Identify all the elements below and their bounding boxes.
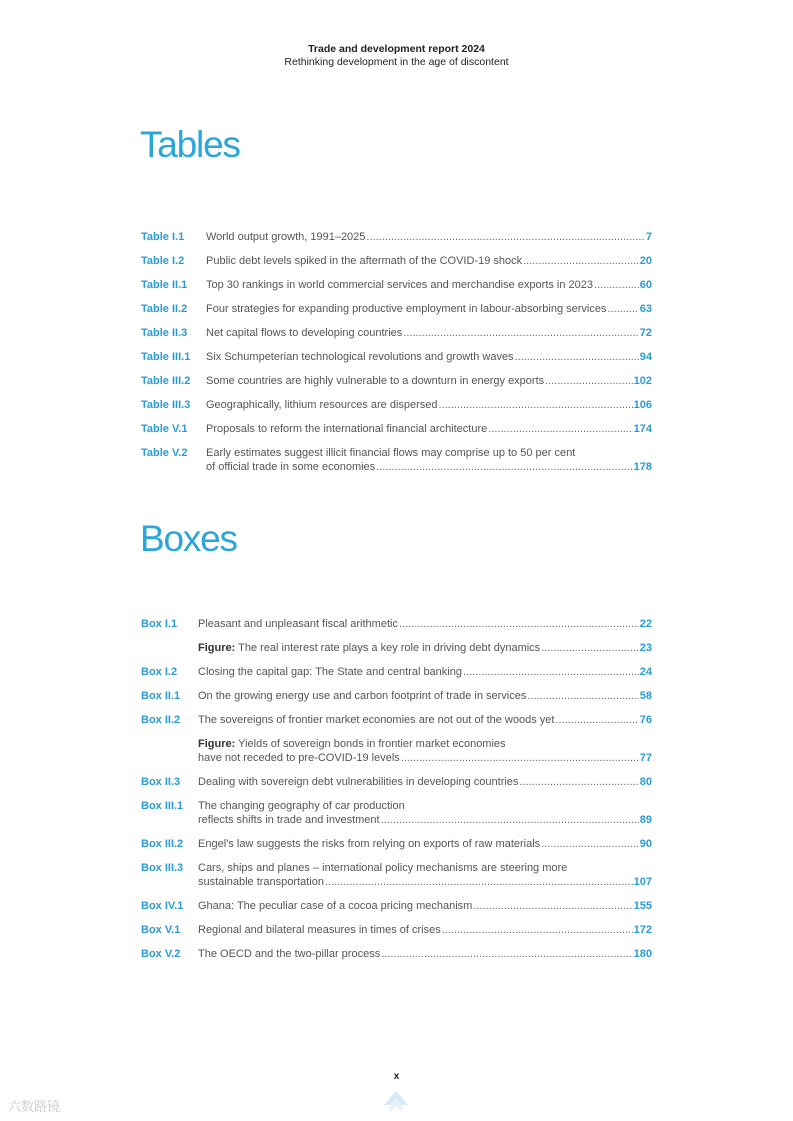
page-ref[interactable]: 94 (639, 351, 652, 363)
entry-title: Six Schumpeterian technological revolutions and growth waves (206, 351, 514, 363)
boxes-heading: Boxes (140, 518, 237, 559)
figure-prefix: Figure: (198, 738, 236, 750)
entry-label: Box III.1 (141, 800, 184, 812)
toc-entry[interactable] (141, 278, 652, 292)
toc-entry[interactable] (141, 737, 652, 765)
toc-entry[interactable] (141, 446, 652, 474)
entry-title: Some countries are highly vulnerable to a downturn in energy exports (206, 375, 545, 387)
toc-entry[interactable] (141, 641, 652, 655)
boxes-list (141, 617, 652, 971)
page-ref[interactable]: 60 (639, 279, 652, 291)
entry-title: of official trade in some economies (206, 461, 376, 473)
entry-label: Table I.2 (141, 255, 185, 267)
toc-entry[interactable] (141, 374, 652, 388)
dot-leader (403, 326, 638, 340)
page-ref[interactable]: 106 (633, 399, 652, 411)
entry-title: Proposals to reform the international financial architecture (206, 423, 488, 435)
entry-title: The sovereigns of frontier market economies are not out of the woods yet (198, 714, 555, 726)
report-title: Trade and development report 2024 (308, 43, 485, 55)
dot-leader (439, 398, 633, 412)
toc-entry[interactable] (141, 799, 652, 827)
entry-title: Closing the capital gap: The State and central banking (198, 666, 462, 678)
entry-label: Table II.3 (141, 327, 188, 339)
entry-label: Table V.2 (141, 447, 188, 459)
toc-entry[interactable] (141, 302, 652, 316)
page-ref[interactable]: 174 (633, 423, 652, 435)
dot-leader (381, 813, 639, 827)
entry-title: Pleasant and unpleasant fiscal arithmetic (198, 618, 398, 630)
entry-title: Top 30 rankings in world commercial services and merchandise exports in 2023 (206, 279, 594, 291)
dot-leader (399, 617, 639, 631)
entry-label: Table III.1 (141, 351, 191, 363)
entry-title: Geographically, lithium resources are dispersed (206, 399, 438, 411)
toc-entry[interactable] (141, 713, 652, 727)
entry-label: Box I.2 (141, 666, 178, 678)
entry-label: Box IV.1 (141, 900, 184, 912)
entry-title: World output growth, 1991–2025 (206, 231, 366, 243)
toc-entry[interactable] (141, 617, 652, 631)
toc-entry[interactable] (141, 665, 652, 679)
page-ref[interactable]: 76 (639, 714, 652, 726)
page-ref[interactable]: 90 (639, 838, 652, 850)
entry-title: The real interest rate plays a key role in driving debt dynamics (238, 642, 541, 654)
dot-leader (442, 923, 633, 937)
toc-entry[interactable] (141, 689, 652, 703)
dot-leader (325, 875, 633, 889)
toc-entry[interactable] (141, 837, 652, 851)
dot-leader (376, 460, 632, 474)
page-ref[interactable]: 107 (633, 876, 652, 888)
toc-entry[interactable] (141, 947, 652, 961)
entry-title: Cars, ships and planes – international policy mechanisms are steering more (198, 862, 568, 874)
toc-entry[interactable] (141, 230, 652, 244)
tables-heading: Tables (140, 124, 240, 165)
dot-leader (541, 837, 639, 851)
entry-title: have not receded to pre-COVID-19 levels (198, 752, 400, 764)
entry-label: Box III.3 (141, 862, 184, 874)
entry-label: Box I.1 (141, 618, 178, 630)
entry-label: Box II.3 (141, 776, 181, 788)
toc-entry[interactable] (141, 422, 652, 436)
page-ref[interactable]: 89 (639, 814, 652, 826)
entry-title: Engel’s law suggests the risks from relying on exports of raw materials (198, 838, 541, 850)
figure-prefix: Figure: (198, 642, 236, 654)
page-ref[interactable]: 23 (639, 642, 652, 654)
dot-leader (488, 422, 632, 436)
toc-entry[interactable] (141, 923, 652, 937)
dot-leader (608, 302, 639, 316)
entry-title: Regional and bilateral measures in times of crises (198, 924, 441, 936)
dot-leader (527, 689, 638, 703)
entry-label: Table III.2 (141, 375, 191, 387)
page-ref[interactable]: 24 (639, 666, 652, 678)
entry-label: Box V.1 (141, 924, 181, 936)
page-ref[interactable]: 180 (633, 948, 652, 960)
entry-title: The changing geography of car production (198, 800, 405, 812)
entry-label: Table V.1 (141, 423, 188, 435)
chevron-up-icon[interactable] (383, 1089, 409, 1115)
page-ref[interactable]: 178 (633, 461, 652, 473)
entry-label: Box V.2 (141, 948, 181, 960)
page-ref[interactable]: 80 (639, 776, 652, 788)
dot-leader (515, 350, 639, 364)
entry-title: Early estimates suggest illicit financial flows may comprise up to 50 per cent (206, 447, 576, 459)
dot-leader (381, 947, 632, 961)
tables-list (141, 230, 652, 484)
dot-leader (473, 899, 632, 913)
toc-entry[interactable] (141, 326, 652, 340)
toc-entry[interactable] (141, 350, 652, 364)
dot-leader (463, 665, 639, 679)
entry-title: Public debt levels spiked in the aftermath of the COVID-19 shock (206, 255, 523, 267)
entry-label: Box II.1 (141, 690, 181, 702)
page-ref[interactable]: 72 (639, 327, 652, 339)
entry-title: The OECD and the two-pillar process (198, 948, 381, 960)
toc-entry[interactable] (141, 899, 652, 913)
entry-title: Four strategies for expanding productive employment in labour-absorbing services (206, 303, 607, 315)
report-subtitle: Rethinking development in the age of discontent (284, 56, 509, 68)
page-ref[interactable]: 102 (633, 375, 652, 387)
entry-title: sustainable transportation (198, 876, 324, 888)
entry-title: Yields of sovereign bonds in frontier market economies (238, 738, 506, 750)
report-header (0, 43, 793, 69)
entry-title: Dealing with sovereign debt vulnerabilities in developing countries (198, 776, 519, 788)
entry-label: Table II.1 (141, 279, 188, 291)
watermark-logo: 六数路镜 (8, 1099, 61, 1114)
page-ref[interactable]: 63 (639, 303, 652, 315)
page-ref[interactable]: 155 (633, 900, 652, 912)
entry-label: Table III.3 (141, 399, 191, 411)
dot-leader (555, 713, 638, 727)
toc-entry[interactable] (141, 254, 652, 268)
entry-title: Net capital flows to developing countries (206, 327, 403, 339)
page-number: x (393, 1071, 400, 1082)
toc-entry[interactable] (141, 775, 652, 789)
dot-leader (545, 374, 633, 388)
dot-leader (523, 254, 639, 268)
page-ref[interactable]: 58 (639, 690, 652, 702)
dot-leader (401, 751, 639, 765)
entry-label: Table II.2 (141, 303, 188, 315)
page-ref[interactable]: 77 (639, 752, 652, 764)
page-ref[interactable]: 22 (639, 618, 652, 630)
entry-label: Box III.2 (141, 838, 184, 850)
dot-leader (541, 641, 639, 655)
dot-leader (519, 775, 638, 789)
toc-entry[interactable] (141, 398, 652, 412)
entry-title: Ghana: The peculiar case of a cocoa pricing mechanism (198, 900, 473, 912)
dot-leader (366, 230, 644, 244)
toc-entry[interactable] (141, 861, 652, 889)
entry-label: Table I.1 (141, 231, 185, 243)
entry-label: Box II.2 (141, 714, 181, 726)
dot-leader (594, 278, 639, 292)
entry-title: reflects shifts in trade and investment (198, 814, 380, 826)
page-ref[interactable]: 7 (645, 231, 652, 243)
page-ref[interactable]: 172 (633, 924, 652, 936)
entry-title: On the growing energy use and carbon footprint of trade in services (198, 690, 527, 702)
page-ref[interactable]: 20 (639, 255, 652, 267)
